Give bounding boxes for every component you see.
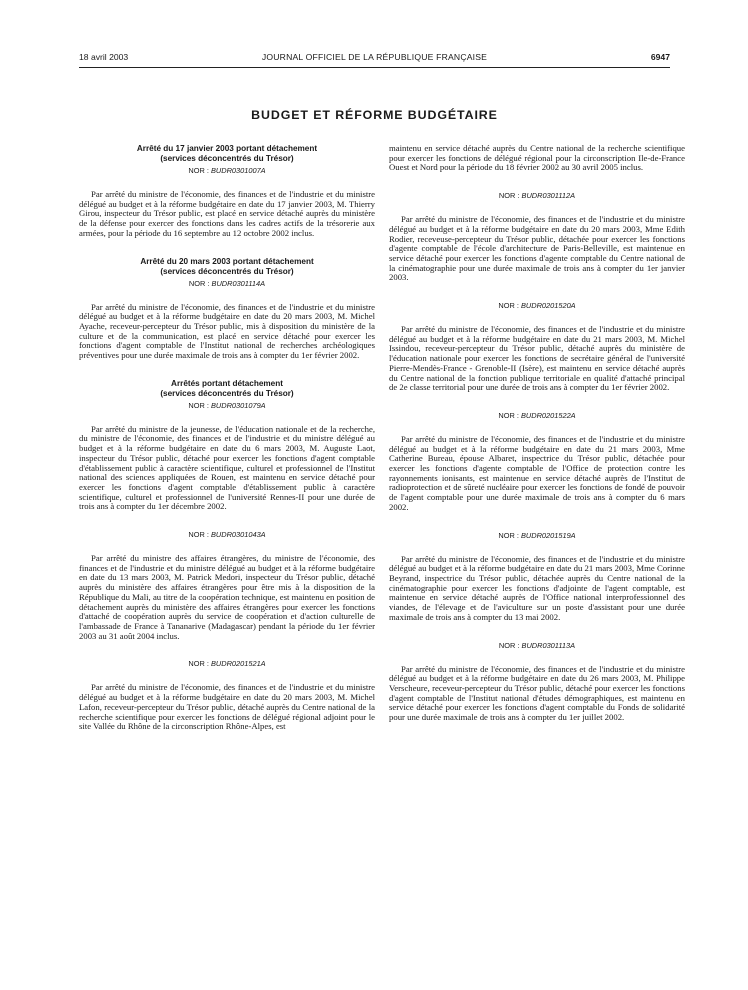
decree-block (79, 257, 375, 361)
nor-prefix: NOR : (188, 400, 211, 410)
decree-text: Par arrêté du ministre de l'économie, des finances et de l'industrie et du ministre délégué au budget et à la réforme budgétaire en date du 21 mars 2003, Mme Corinne Beyrand, inspectrice du Trésor public, détachée auprès du Centre national de la cinématographie pour exercer les fonctions d'adjointe de l'agent comptable, est maintenue en service détaché auprès de l'Office national interprofessionnel des viandes, de l'élevage et de l'aviculture sur un poste d'assistant pour une durée maximale de trois ans à compter du 13 mai 2002. (389, 553, 685, 622)
decree-block (389, 144, 685, 173)
left-column (79, 144, 375, 732)
decree-block (389, 301, 685, 393)
nor-reference (79, 166, 375, 176)
nor-code: BUDR0301043A (210, 530, 266, 540)
decree-text: Par arrêté du ministre de l'économie, des finances et de l'industrie et du ministre délégué au budget et à la réforme budgétaire en date du 21 mars 2003, Mme Catherine Bureau, épouse Albaret, inspectrice du Trésor public, détachée pour exercer les fonctions d'agente comptable de l'Office de protection contre les rayonnements ionisants, est maintenue en service détaché auprès de l'Institut de radioprotection et de sûreté nucléaire pour exercer les fonctions de fondé de pouvoir de l'agent comptable pour une durée maximale de trois ans à compter du 6 mars 2002. (389, 433, 685, 512)
nor-reference (389, 191, 685, 201)
nor-prefix: NOR : (188, 166, 211, 175)
decree-text: Par arrêté du ministre de l'économie, des finances et de l'industrie et du ministre délégué au budget et à la réforme budgétaire en date du 20 mars 2003, Mme Edith Rodier, receveuse-percepteur du Trésor public, détachée pour exercer les fonctions d'agente comptable de l'école d'architecture de Paris-Belleville, est maintenue en service détaché pour exercer les fonctions d'agente comptable du Centre national de la cinématographie pour une durée maximale de trois ans à compter du 1er janvier 2003. (389, 214, 685, 283)
nor-prefix: NOR : (498, 410, 521, 420)
page-header (79, 52, 670, 66)
decree-text: Par arrêté du ministre de l'économie, des finances et de l'industrie et du ministre délégué au budget et à la réforme budgétaire en date du 20 mars 2003, M. Michel Ayache, receveur-percepteur du Trésor public, mis à disposition du ministère de la culture et de la communication, est placé en service détaché pour exercer les fonctions d'agent comptable de l'Institut national de recherches archéologiques préventives pour une durée maximale de trois ans à compter du 1er février 2002. (79, 301, 375, 361)
nor-code: BUDR0301113A (521, 640, 576, 650)
nor-prefix: NOR : (498, 640, 522, 650)
right-column (389, 144, 685, 723)
decree-block (79, 144, 375, 239)
page-number: 6947 (650, 52, 670, 62)
decree-heading: Arrêtés portant détachement (171, 378, 283, 388)
nor-reference (79, 659, 375, 669)
nor-prefix: NOR : (498, 530, 521, 540)
nor-reference (389, 301, 685, 311)
nor-code: BUDR0301114A (211, 278, 266, 288)
header-rule (79, 67, 670, 68)
nor-prefix: NOR : (498, 301, 521, 311)
nor-prefix: NOR : (188, 278, 212, 288)
decree-block (389, 531, 685, 623)
nor-code: BUDR0201521A (210, 659, 266, 669)
nor-reference (79, 279, 375, 289)
decree-heading: Arrêté du 17 janvier 2003 portant détachement (136, 144, 318, 153)
nor-code: BUDR0301007A (210, 166, 266, 175)
decree-block (389, 191, 685, 283)
nor-code: BUDR0301112A (521, 191, 576, 201)
nor-prefix: NOR : (498, 191, 522, 201)
decree-block (79, 379, 375, 512)
decree-block (79, 530, 375, 641)
nor-reference (79, 530, 375, 540)
decree-text: Par arrêté du ministre de la jeunesse, de l'éducation nationale et de la recherche, du ministre de l'économie, des finances et de l'industrie et du ministre délégué au budget et à la réforme budgétaire en date du 6 mars 2003, M. Auguste Laot, inspecteur du Trésor public, détaché pour exercer les fonctions d'agent comptable d'établissement public à caractère scientifique, culturel et professionnel de l'Institut national des sciences appliquées de Rouen, est maintenu en service détaché pour exercer les fonctions d'agent comptable d'établissement public à caractère scientifique, culturel et professionnel de l'université Rennes-II pour une durée de trois ans à compter du 1er décembre 2002. (79, 423, 375, 512)
decree-block (79, 659, 375, 732)
nor-reference (389, 531, 685, 541)
nor-prefix: NOR : (188, 530, 211, 540)
decree-heading: (services déconcentrés du Trésor) (160, 388, 294, 398)
nor-reference (79, 401, 375, 411)
decree-block (389, 641, 685, 723)
decree-text: Par arrêté du ministre de l'économie, des finances et de l'industrie et du ministre délégué au budget et à la réforme budgétaire en date du 26 mars 2003, M. Philippe Verscheure, receveur-percepteur du Trésor public, détaché pour exercer les fonctions d'agent comptable de l'Institut national d'études démographiques, est maintenu en service détaché pour exercer les fonctions d'agent comptable du Fonds de solidarité pour une durée maximale de trois ans à compter du 1er juillet 2002. (389, 663, 685, 723)
journal-title: JOURNAL OFFICIEL DE LA RÉPUBLIQUE FRANÇAISE (261, 52, 488, 62)
decree-text: Par arrêté du ministre de l'économie, des finances et de l'industrie et du ministre délégué au budget et à la réforme budgétaire en date du 20 mars 2003, M. Michel Lafon, receveur-percepteur du Trésor public, détaché auprès du Centre national de la recherche scientifique pour exercer les fonctions de délégué régional adjoint pour le site Vallée du Rhône de la circonscription Rhône-Alpes, est (79, 682, 375, 732)
decree-block (389, 411, 685, 513)
decree-text: Par arrêté du ministre de l'économie, des finances et de l'industrie et du ministre délégué au budget et à la réforme budgétaire en date du 21 mars 2003, M. Michel Issindou, receveur-percepteur du Trésor public, détaché auprès du ministère de l'éducation nationale pour exercer les fonctions de secrétaire général de l'université Pierre-Mendès-France - Grenoble-II (Isère), est maintenu en service détaché auprès du Centre national de la fonction publique territoriale en qualité d'attaché principal de 2e classe territorial pour une durée de trois ans à compter du 1er février 2002. (389, 324, 685, 393)
nor-reference (389, 641, 685, 651)
nor-prefix: NOR : (188, 659, 211, 669)
decree-text: maintenu en service détaché auprès du Centre national de la recherche scientifique pour exercer les fonctions de délégué régional pour la circonscription Ile-de-France Ouest et Nord pour la période du 18 février 2002 au 30 avril 2005 inclus. (389, 143, 685, 173)
decree-text: Par arrêté du ministre des affaires étrangères, du ministre de l'économie, des finances et de l'industrie et du ministre délégué au budget et à la réforme budgétaire en date du 13 mars 2003, M. Patrick Medori, inspecteur du Trésor public, détaché auprès du ministère des affaires étrangères pour être mis à la disposition de la République du Mali, au titre de la coopération technique, est maintenu en position de détachement auprès du ministère des affaires étrangères pour exercer les fonctions d'attaché de coopération auprès du service de coopération et d'action culturelle de l'ambassade de France à Tananarive (Madagascar) pendant la période du 1er février 2003 au 31 août 2004 inclus. (79, 553, 375, 641)
header-date: 18 avril 2003 (79, 52, 129, 62)
nor-code: BUDR0201522A (520, 410, 576, 420)
nor-reference (389, 411, 685, 421)
nor-code: BUDR0201519A (520, 530, 576, 540)
nor-code: BUDR0201520A (520, 301, 576, 311)
section-title: BUDGET ET RÉFORME BUDGÉTAIRE (251, 108, 498, 122)
decree-heading: Arrêté du 20 mars 2003 portant détachement (140, 256, 314, 266)
nor-code: BUDR0301079A (210, 400, 266, 410)
decree-text: Par arrêté du ministre de l'économie, des finances et de l'industrie et du ministre délégué au budget et à la réforme budgétaire en date du 17 janvier 2003, M. Thierry Girou, inspecteur du Trésor public, est placé en service détaché auprès du ministère de la défense pour exercer des fonctions dans les cadres actifs de la trésorerie aux armées, pour la période du 16 septembre au 12 octobre 2002 inclus. (79, 189, 375, 238)
decree-heading: (services déconcentrés du Trésor) (160, 266, 294, 276)
decree-heading: (services déconcentrés du Trésor) (160, 154, 294, 163)
